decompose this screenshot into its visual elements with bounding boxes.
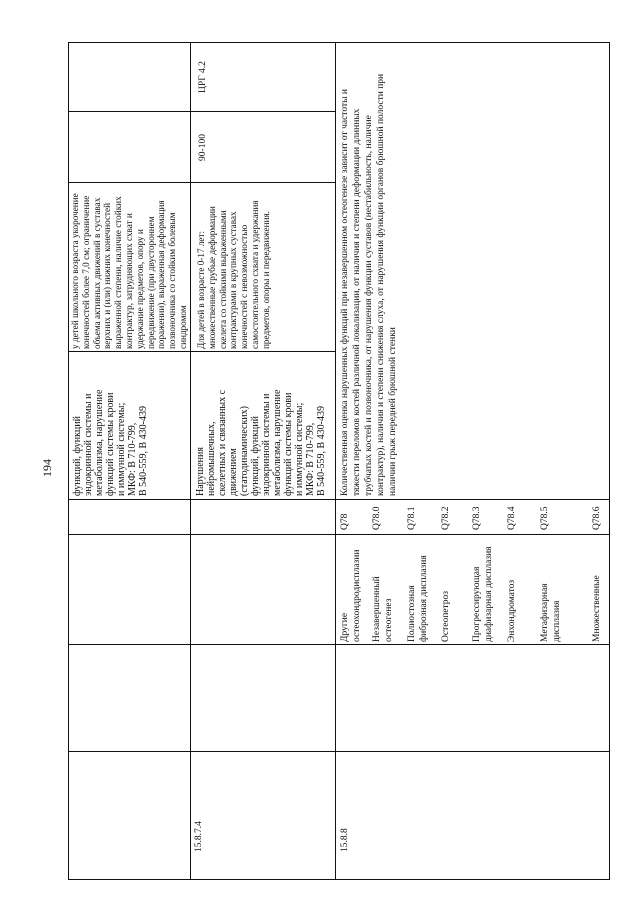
text-line: у детей школьного возраста укорочение <box>70 193 80 349</box>
table-column-border <box>68 534 610 535</box>
text-line: Множественные <box>592 575 602 642</box>
text-line: конечностей с невозможностью <box>239 224 250 349</box>
icd-code: Q78.1 <box>407 506 417 530</box>
icd-code: Q78.5 <box>540 506 550 530</box>
text-line: Энхондроматоз <box>507 579 517 642</box>
icd-code: Q78.3 <box>472 506 482 530</box>
text-line: (статодинамических) <box>239 406 250 496</box>
text-line: и иммунной системы; <box>116 402 127 496</box>
text-line: Метафизарная <box>540 583 550 642</box>
text-line: Другие <box>340 612 350 642</box>
text-line: верхних и (или) нижних конечностей <box>102 202 113 349</box>
text-line: контрактур, затрудняющих схват и <box>123 213 134 349</box>
row-15-8-7-4-impairments-cell <box>190 352 335 500</box>
text-line: наличии грыж передней брюшной стенки <box>388 327 398 496</box>
icd-code: Q78.0 <box>372 506 382 530</box>
row-15-8-7-4-criteria-cell <box>190 183 335 352</box>
diagnosis-name <box>441 538 453 642</box>
text-line: скелетных и связанных с <box>217 389 228 496</box>
text-line: МКФ: В 710-799, <box>305 422 316 496</box>
continuation-criteria-cell <box>68 183 190 352</box>
text-line: синдромом <box>177 305 188 349</box>
text-line: позвоночника со стойким болевым <box>167 212 178 349</box>
text-line: метаболизма, нарушение <box>272 389 283 496</box>
text-line: функций системы крови <box>283 392 294 496</box>
text-line: предметов, опоры и передвижения. <box>260 211 271 349</box>
text-line: поражении), выраженная деформация <box>156 200 167 349</box>
text-line: контрактур), наличия и степени снижения слуха, от нарушения функции органов брюшной полости при <box>376 73 386 496</box>
text-line: Нарушения <box>195 447 206 496</box>
text-line: остеохондродисплазии <box>351 549 362 642</box>
text-line: функций, функций <box>250 416 261 496</box>
text-line: В 540-559, В 430-439 <box>316 406 327 496</box>
text-line: множественные грубые деформации <box>206 206 217 349</box>
text-line: скелета со стойкими выраженными <box>217 210 228 349</box>
row-15-8-8-assessment-note <box>335 42 610 500</box>
text-line: контрактурами в крупных суставах <box>228 211 239 349</box>
text-line: Полиостозная <box>407 585 417 642</box>
text-line: трубчатых костей и позвоночника, от нарушения функции суставов (нестабильность, наличие <box>364 115 374 496</box>
diagnosis-name <box>592 538 604 642</box>
page-number: 194 <box>40 459 54 477</box>
text-line: функций, функций <box>72 416 83 496</box>
diagnosis-name <box>407 538 430 642</box>
icd-code: Q78.6 <box>592 506 602 530</box>
icd-code: Q78.2 <box>441 506 451 530</box>
text-line: эндокринной системы и <box>83 393 94 496</box>
text-line: удержание предметов, опору и <box>134 229 145 349</box>
text-line: МКФ: В 710-799, <box>127 422 138 496</box>
row-15-8-7-4-group: ЦРГ 4.2 <box>198 61 208 93</box>
diagnosis-name <box>507 538 519 642</box>
text-line: Прогрессирующая <box>472 566 482 642</box>
text-line: Незавершенный <box>372 576 382 642</box>
text-line: выраженной степени, наличие стойких <box>113 196 124 349</box>
text-line: передвижение (при двустороннем <box>145 216 156 349</box>
text-line: метаболизма, нарушение <box>94 389 105 496</box>
text-line: Для детей в возрасте 0-17 лет: <box>196 230 206 349</box>
icd-code: Q78 <box>340 513 350 530</box>
text-line: движением <box>228 448 239 496</box>
icd-code: Q78.4 <box>507 506 517 530</box>
text-line: Остеопетроз <box>441 590 451 642</box>
diagnosis-name <box>472 538 495 642</box>
table-column-border <box>68 644 610 645</box>
text-line: Количественная оценка нарушенных функций при незавершенном остеогенезе зависит от частоты и <box>340 89 350 496</box>
text-line: эндокринной системы и <box>261 393 272 496</box>
row-15-8-7-4-severity: 90-100 <box>198 134 208 161</box>
diagnosis-name <box>540 538 563 642</box>
row-number-15-8-7-4: 15.8.7.4 <box>194 821 204 852</box>
text-line: объема активных движений в суставах <box>91 197 102 349</box>
text-line: самостоятельного схвата и удержания <box>249 200 260 349</box>
text-line: дисплазия <box>551 600 562 642</box>
diagnosis-name <box>340 538 363 642</box>
text-line: конечностей более 7,0 см; ограничение <box>80 195 91 349</box>
row-number-15-8-8: 15.8.8 <box>340 828 350 852</box>
text-line: диафизарная дисплазия <box>483 546 494 642</box>
text-line: остеогенез <box>383 598 394 642</box>
text-line: В 540-559, В 430-439 <box>138 406 149 496</box>
text-line: тяжести переломов костей различной локализации, от наличия и степени деформации длинных <box>352 108 362 496</box>
text-line: и иммунной системы; <box>294 402 305 496</box>
text-line: функций системы крови <box>105 392 116 496</box>
text-line: фиброзная дисплазия <box>418 555 429 642</box>
diagnosis-name <box>372 538 395 642</box>
continuation-impairments-cell <box>68 352 190 500</box>
text-line: нейромышечных, <box>206 421 217 496</box>
